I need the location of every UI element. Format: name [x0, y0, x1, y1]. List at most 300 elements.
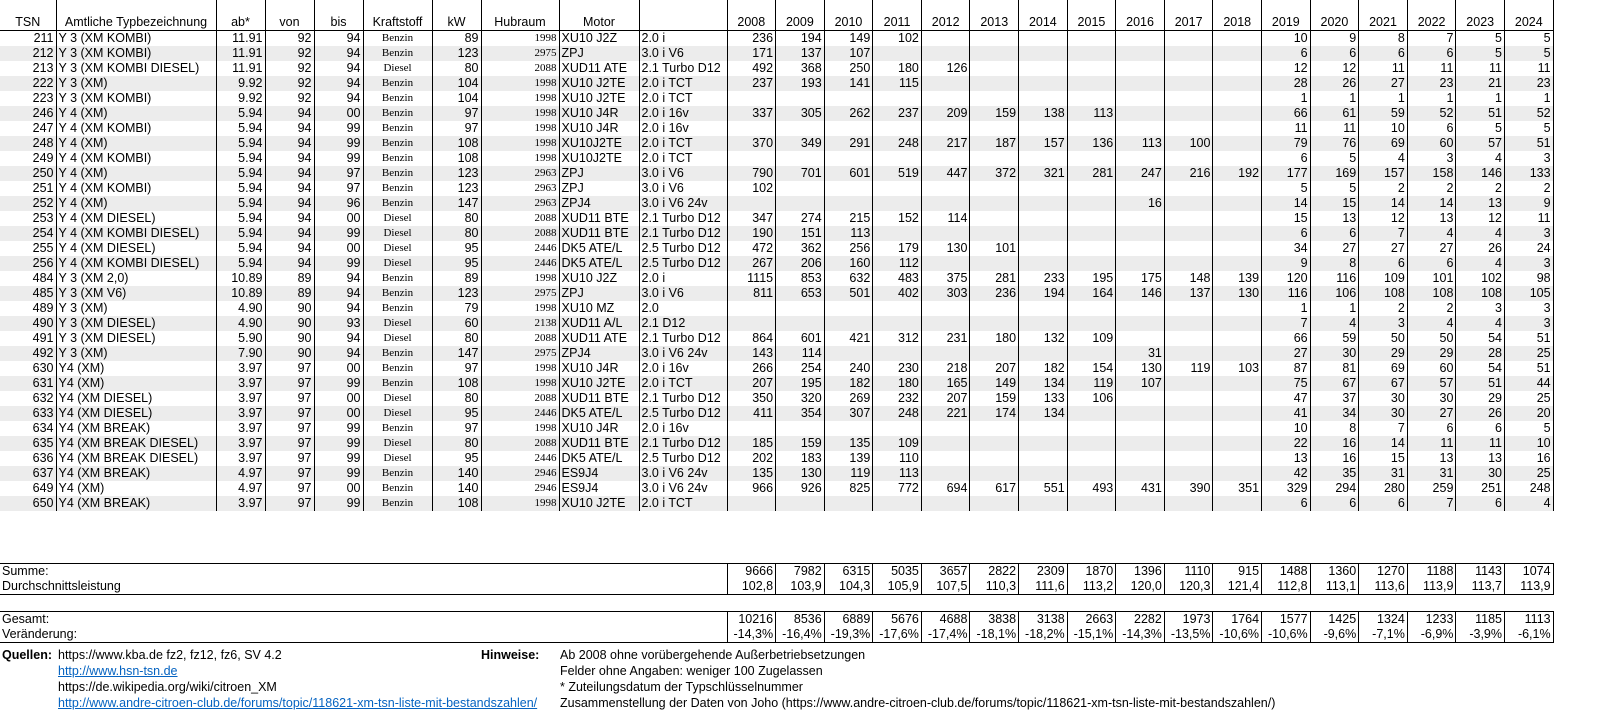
table-cell: 2975 — [481, 286, 559, 301]
table-cell: 80 — [432, 61, 481, 76]
table-cell: 182 — [1019, 361, 1068, 376]
table-cell: 3 — [1505, 256, 1554, 271]
table-cell: 2.5 Turbo D12 — [639, 406, 727, 421]
table-cell: XUD11 ATE — [559, 61, 639, 76]
table-cell: 139 — [1213, 271, 1262, 286]
table-cell: 3 — [1407, 151, 1456, 166]
table-cell: 4 — [1505, 496, 1554, 511]
table-cell: 108 — [432, 136, 481, 151]
table-cell: 212 — [0, 46, 56, 61]
table-cell: 5 — [1505, 31, 1554, 47]
table-cell — [970, 346, 1019, 361]
table-cell: Benzin — [363, 106, 432, 121]
table-cell: Benzin — [363, 31, 432, 47]
summary-cell: 2663 — [1067, 612, 1116, 628]
table-cell: Y4 (XM BREAK DIESEL) — [56, 451, 216, 466]
table-cell — [1019, 46, 1068, 61]
table-cell: 182 — [824, 376, 873, 391]
table-cell: 251 — [0, 181, 56, 196]
summary-label: Gesamt: — [0, 612, 667, 628]
table-cell: 2 — [1359, 181, 1408, 196]
table-cell: Benzin — [363, 91, 432, 106]
table-cell: Benzin — [363, 166, 432, 181]
table-cell — [1019, 421, 1068, 436]
column-header: 2017 — [1164, 0, 1213, 31]
table-cell — [1116, 181, 1165, 196]
table-cell: ZPJ — [559, 181, 639, 196]
table-cell: 194 — [1019, 286, 1068, 301]
table-cell: 3.0 i V6 24v — [639, 481, 727, 496]
table-cell: Y 3 (XM KOMBI) — [56, 91, 216, 106]
table-cell: 215 — [824, 211, 873, 226]
table-cell: 653 — [776, 286, 825, 301]
table-row — [0, 481, 1553, 496]
table-cell: 772 — [873, 481, 922, 496]
summary-cell: 6889 — [824, 612, 873, 628]
table-cell — [1164, 31, 1213, 47]
table-cell: 5 — [1456, 46, 1505, 61]
summary-cell: 107,5 — [921, 579, 970, 595]
summary-cell: 1188 — [1407, 564, 1456, 580]
table-cell: 2.0 i TCT — [639, 136, 727, 151]
table-cell: 15 — [1359, 451, 1408, 466]
summary-cell: 10216 — [727, 612, 776, 628]
table-cell — [727, 121, 776, 136]
table-cell: 146 — [1456, 166, 1505, 181]
table-cell — [1164, 496, 1213, 511]
table-cell: 134 — [1019, 406, 1068, 421]
table-cell: Y 3 (XM V6) — [56, 286, 216, 301]
table-cell: Y4 (XM BREAK DIESEL) — [56, 436, 216, 451]
column-header: Amtliche Typbezeichnung — [56, 0, 216, 31]
table-cell — [776, 316, 825, 331]
table-cell: 90 — [265, 316, 314, 331]
table-cell: 141 — [824, 76, 873, 91]
summary-spacer — [667, 564, 727, 580]
table-cell: 1998 — [481, 91, 559, 106]
table-cell: 2.1 Turbo D12 — [639, 61, 727, 76]
summary-cell: 102,8 — [727, 579, 776, 595]
table-cell: 135 — [824, 436, 873, 451]
table-cell — [1213, 181, 1262, 196]
source-link[interactable]: http://www.andre-citroen-club.de/forums/topic/118621-xm-tsn-liste-mit-bestandszahlen/ — [58, 696, 538, 710]
table-cell: 104 — [432, 91, 481, 106]
table-cell — [1213, 451, 1262, 466]
table-cell: 3 — [1456, 301, 1505, 316]
table-cell: 3.97 — [216, 421, 265, 436]
table-cell: 94 — [314, 346, 363, 361]
table-cell — [776, 181, 825, 196]
table-cell — [1164, 256, 1213, 271]
table-cell: 2.1 D12 — [639, 316, 727, 331]
table-cell: 54 — [1456, 361, 1505, 376]
table-cell: 149 — [970, 376, 1019, 391]
table-cell: 97 — [432, 421, 481, 436]
table-row — [0, 121, 1553, 136]
table-cell: 97 — [265, 466, 314, 481]
table-cell — [1164, 61, 1213, 76]
table-cell: 61 — [1310, 106, 1359, 121]
table-cell: 25 — [1505, 466, 1554, 481]
table-row — [0, 331, 1553, 346]
table-cell: 112 — [873, 256, 922, 271]
table-cell: 252 — [0, 196, 56, 211]
table-cell: 601 — [776, 331, 825, 346]
table-cell — [776, 121, 825, 136]
table-cell: 105 — [1505, 286, 1554, 301]
table-cell — [1116, 466, 1165, 481]
table-cell: 2088 — [481, 331, 559, 346]
table-cell: 79 — [432, 301, 481, 316]
table-cell: Benzin — [363, 301, 432, 316]
table-cell: 221 — [921, 406, 970, 421]
table-cell: 80 — [432, 436, 481, 451]
column-header: Kraftstoff — [363, 0, 432, 31]
table-cell: 60 — [432, 316, 481, 331]
table-cell — [1067, 496, 1116, 511]
table-cell: 69 — [1359, 136, 1408, 151]
table-cell — [921, 76, 970, 91]
table-cell — [1067, 301, 1116, 316]
table-cell: 37 — [1310, 391, 1359, 406]
column-header: 2024 — [1505, 0, 1554, 31]
table-cell — [1116, 211, 1165, 226]
table-cell: 195 — [776, 376, 825, 391]
table-cell: Benzin — [363, 421, 432, 436]
table-cell: 99 — [314, 421, 363, 436]
table-cell: 114 — [776, 346, 825, 361]
table-cell: 123 — [432, 286, 481, 301]
table-cell: 489 — [0, 301, 56, 316]
table-cell: 47 — [1262, 391, 1311, 406]
table-cell — [1019, 451, 1068, 466]
table-cell: 185 — [727, 436, 776, 451]
table-cell: 2.0 i TCT — [639, 76, 727, 91]
table-cell: 5.94 — [216, 166, 265, 181]
table-cell: 130 — [1116, 361, 1165, 376]
summary-spacer — [667, 579, 727, 595]
table-cell: 2.0 i 16v — [639, 361, 727, 376]
table-cell: 351 — [1213, 481, 1262, 496]
table-cell: 490 — [0, 316, 56, 331]
table-cell: 2 — [1407, 301, 1456, 316]
table-cell: 154 — [1067, 361, 1116, 376]
table-cell: 104 — [432, 76, 481, 91]
table-cell: 1 — [1407, 91, 1456, 106]
table-cell: 2.0 i TCT — [639, 151, 727, 166]
table-cell: 11 — [1359, 61, 1408, 76]
table-cell — [1067, 466, 1116, 481]
table-cell: 3 — [1505, 151, 1554, 166]
table-cell: 94 — [265, 256, 314, 271]
table-cell: 92 — [265, 91, 314, 106]
column-header: ab* — [216, 0, 265, 31]
table-cell: XU10 J2TE — [559, 496, 639, 511]
table-row — [0, 346, 1553, 361]
summary-cell: 1396 — [1116, 564, 1165, 580]
table-cell: 1998 — [481, 421, 559, 436]
table-cell: 94 — [314, 331, 363, 346]
column-header: kW — [432, 0, 481, 31]
table-cell: Diesel — [363, 451, 432, 466]
table-cell: 216 — [1164, 166, 1213, 181]
table-cell: 3.0 i V6 24v — [639, 346, 727, 361]
table-cell: 90 — [265, 301, 314, 316]
table-cell — [873, 121, 922, 136]
table-cell: 2975 — [481, 346, 559, 361]
table-cell: 2.1 Turbo D12 — [639, 226, 727, 241]
table-cell — [921, 316, 970, 331]
table-cell: 183 — [776, 451, 825, 466]
summary-cell: -10,6% — [1213, 627, 1262, 643]
table-cell: 372 — [970, 166, 1019, 181]
table-cell: Benzin — [363, 76, 432, 91]
table-cell — [1116, 256, 1165, 271]
table-cell: 97 — [265, 481, 314, 496]
table-cell: 6 — [1456, 421, 1505, 436]
table-cell: 5.90 — [216, 331, 265, 346]
table-cell — [970, 466, 1019, 481]
column-header: 2016 — [1116, 0, 1165, 31]
table-cell: Y 3 (XM DIESEL) — [56, 316, 216, 331]
table-cell: XU10 MZ — [559, 301, 639, 316]
table-cell: XU10 J2Z — [559, 271, 639, 286]
table-cell: 267 — [727, 256, 776, 271]
source-link[interactable]: http://www.hsn-tsn.de — [58, 664, 178, 678]
table-cell — [1116, 91, 1165, 106]
table-cell: 98 — [1505, 271, 1554, 286]
summary-cell: 111,6 — [1019, 579, 1068, 595]
table-cell — [1164, 466, 1213, 481]
table-cell: 42 — [1262, 466, 1311, 481]
summary-cell: 1113 — [1505, 612, 1554, 628]
table-cell: 2 — [1505, 181, 1554, 196]
table-cell: Y 4 (XM KOMBI) — [56, 151, 216, 166]
table-cell: 350 — [727, 391, 776, 406]
table-cell: 31 — [1116, 346, 1165, 361]
table-cell: Y 4 (XM KOMBI) — [56, 121, 216, 136]
table-cell: 59 — [1359, 106, 1408, 121]
table-cell: 2.0 i 16v — [639, 106, 727, 121]
table-cell: 134 — [1019, 376, 1068, 391]
table-cell: 34 — [1262, 241, 1311, 256]
table-cell — [727, 421, 776, 436]
table-cell: 94 — [265, 121, 314, 136]
table-cell: 92 — [265, 61, 314, 76]
column-header: 2013 — [970, 0, 1019, 31]
table-cell: 108 — [432, 376, 481, 391]
column-header: 2019 — [1262, 0, 1311, 31]
table-cell — [1213, 241, 1262, 256]
table-cell: 94 — [314, 271, 363, 286]
summary-cell: -10,6% — [1262, 627, 1311, 643]
summary-row — [0, 627, 1553, 643]
table-cell: 3.0 i V6 24v — [639, 466, 727, 481]
table-cell: 207 — [970, 361, 1019, 376]
table-cell: Diesel — [363, 391, 432, 406]
table-cell: 10 — [1262, 421, 1311, 436]
table-cell: Y 4 (XM KOMBI) — [56, 181, 216, 196]
summary-cell: 1324 — [1359, 612, 1408, 628]
table-cell — [824, 496, 873, 511]
summary-spacer — [667, 612, 727, 628]
summary-cell: 2282 — [1116, 612, 1165, 628]
table-row — [0, 136, 1553, 151]
table-cell: DK5 ATE/L — [559, 406, 639, 421]
summary-cell: 5676 — [873, 612, 922, 628]
table-cell: Benzin — [363, 271, 432, 286]
table-cell — [970, 226, 1019, 241]
table-cell: 97 — [432, 121, 481, 136]
table-cell — [1116, 76, 1165, 91]
table-cell — [1067, 256, 1116, 271]
table-cell: XUD11 BTE — [559, 226, 639, 241]
table-cell: 303 — [921, 286, 970, 301]
table-cell: 6 — [1407, 421, 1456, 436]
table-cell: 51 — [1505, 361, 1554, 376]
summary-cell: 9666 — [727, 564, 776, 580]
table-cell: 10.89 — [216, 286, 265, 301]
table-cell: 10 — [1262, 31, 1311, 47]
table-cell: 137 — [776, 46, 825, 61]
column-header: 2021 — [1359, 0, 1408, 31]
table-cell: 159 — [776, 436, 825, 451]
table-cell: 421 — [824, 331, 873, 346]
table-cell: 67 — [1310, 376, 1359, 391]
table-cell: 110 — [873, 451, 922, 466]
table-cell: 30 — [1310, 346, 1359, 361]
table-row — [0, 406, 1553, 421]
table-row — [0, 211, 1553, 226]
table-cell — [1164, 391, 1213, 406]
summary-cell: 103,9 — [776, 579, 825, 595]
table-cell: 108 — [1407, 286, 1456, 301]
summary-cell: 1764 — [1213, 612, 1262, 628]
table-cell: 31 — [1359, 466, 1408, 481]
table-cell: 232 — [873, 391, 922, 406]
table-cell: XUD11 BTE — [559, 391, 639, 406]
column-header: Hubraum — [481, 0, 559, 31]
table-cell — [970, 211, 1019, 226]
table-cell: 256 — [824, 241, 873, 256]
table-cell — [1116, 301, 1165, 316]
summary-cell: -7,1% — [1359, 627, 1408, 643]
table-cell: 281 — [1067, 166, 1116, 181]
table-cell: 11 — [1456, 61, 1505, 76]
table-cell: 2.0 i — [639, 31, 727, 47]
table-cell: 926 — [776, 481, 825, 496]
table-cell — [970, 196, 1019, 211]
table-cell — [1213, 106, 1262, 121]
table-cell: 6 — [1310, 496, 1359, 511]
table-cell — [1019, 151, 1068, 166]
table-cell: 13 — [1456, 196, 1505, 211]
column-header: 2008 — [727, 0, 776, 31]
column-header: 2015 — [1067, 0, 1116, 31]
summary-cell: -18,1% — [970, 627, 1019, 643]
table-row — [0, 196, 1553, 211]
table-cell: 97 — [265, 361, 314, 376]
table-cell: 94 — [265, 136, 314, 151]
summary-row — [0, 579, 1553, 595]
table-cell: 103 — [1213, 361, 1262, 376]
table-cell: 5 — [1505, 46, 1554, 61]
table-cell: 337 — [727, 106, 776, 121]
table-cell: 114 — [921, 211, 970, 226]
table-cell: 157 — [1359, 166, 1408, 181]
table-cell: 11.91 — [216, 31, 265, 47]
table-cell: 3.0 i V6 — [639, 181, 727, 196]
table-cell — [1213, 301, 1262, 316]
table-cell — [1067, 226, 1116, 241]
table-cell: 97 — [432, 106, 481, 121]
table-cell: 92 — [265, 46, 314, 61]
table-cell: DK5 ATE/L — [559, 451, 639, 466]
table-cell: 11 — [1310, 121, 1359, 136]
table-cell: 94 — [314, 61, 363, 76]
table-cell: 2963 — [481, 196, 559, 211]
table-cell — [921, 451, 970, 466]
table-cell: 634 — [0, 421, 56, 436]
table-cell: 632 — [824, 271, 873, 286]
table-cell: 233 — [1019, 271, 1068, 286]
table-cell — [727, 496, 776, 511]
table-cell: Y 4 (XM DIESEL) — [56, 211, 216, 226]
table-cell: 248 — [873, 136, 922, 151]
table-cell: 2 — [1359, 301, 1408, 316]
table-cell: 101 — [970, 241, 1019, 256]
table-cell: 113 — [1067, 106, 1116, 121]
table-cell: 13 — [1407, 211, 1456, 226]
table-cell — [1116, 151, 1165, 166]
table-cell — [1067, 61, 1116, 76]
table-cell: 79 — [1262, 136, 1311, 151]
table-cell: 2.5 Turbo D12 — [639, 451, 727, 466]
table-row — [0, 451, 1553, 466]
table-header-row — [0, 0, 1553, 31]
table-cell: 294 — [1310, 481, 1359, 496]
table-cell: Y 3 (XM) — [56, 76, 216, 91]
table-cell: 7 — [1359, 226, 1408, 241]
table-cell: 6 — [1310, 46, 1359, 61]
table-cell: 1998 — [481, 136, 559, 151]
table-cell: 107 — [1116, 376, 1165, 391]
summary-cell: 1425 — [1310, 612, 1359, 628]
summary-cell: 1143 — [1456, 564, 1505, 580]
table-cell: 180 — [873, 61, 922, 76]
table-cell: 447 — [921, 166, 970, 181]
table-cell: 853 — [776, 271, 825, 286]
table-cell: Y 3 (XM) — [56, 346, 216, 361]
table-cell: 966 — [727, 481, 776, 496]
table-cell: Diesel — [363, 241, 432, 256]
table-cell: Diesel — [363, 226, 432, 241]
table-cell: 97 — [314, 166, 363, 181]
table-cell — [1164, 91, 1213, 106]
summary-cell: 113,7 — [1456, 579, 1505, 595]
table-cell: 4 — [1310, 316, 1359, 331]
summary-cell: -6,1% — [1505, 627, 1554, 643]
table-cell: 6 — [1262, 46, 1311, 61]
table-cell: 194 — [776, 31, 825, 47]
table-cell: ES9J4 — [559, 466, 639, 481]
table-cell: 6 — [1359, 496, 1408, 511]
table-cell — [1116, 451, 1165, 466]
table-cell — [1116, 406, 1165, 421]
table-cell: 321 — [1019, 166, 1068, 181]
table-cell — [970, 436, 1019, 451]
table-cell: 24 — [1505, 241, 1554, 256]
